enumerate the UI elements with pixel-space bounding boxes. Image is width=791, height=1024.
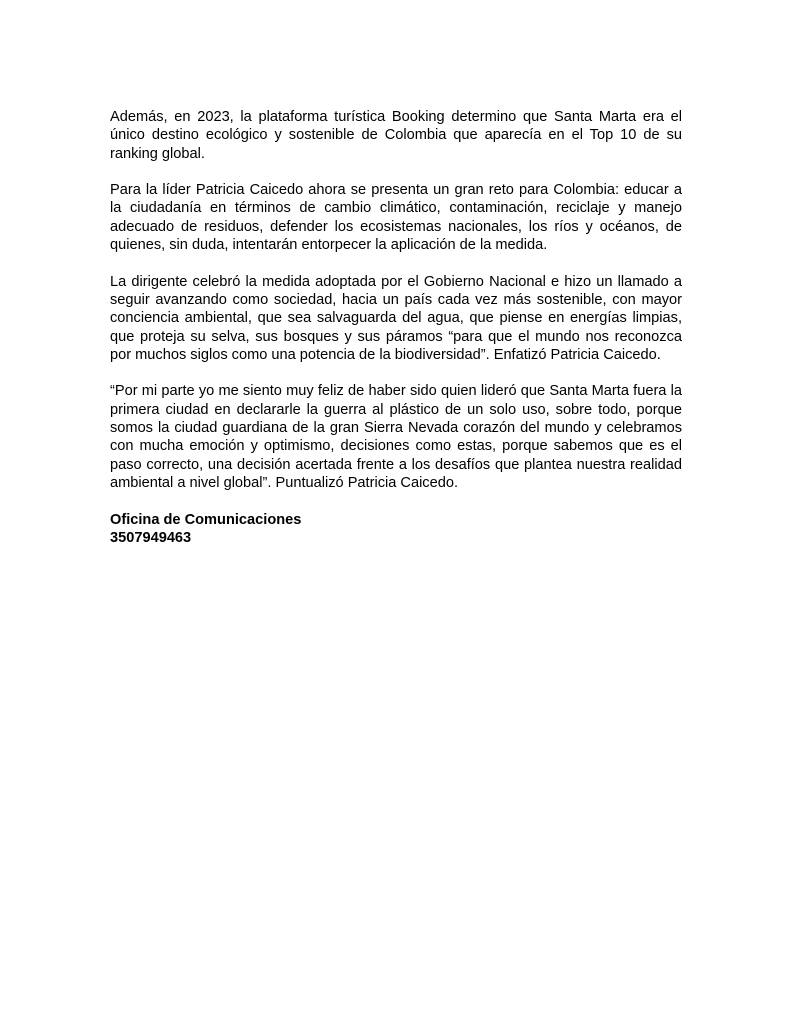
signature-phone: 3507949463 <box>110 529 192 546</box>
document-body <box>110 108 682 547</box>
signature-office: Oficina de Comunicaciones <box>110 511 302 528</box>
paragraph-celebration: La dirigente celebró la medida adoptada por el Gobierno Nacional e hizo un llamado a seguir avanzando como sociedad, hacia un país cada vez más sostenible, con mayor conciencia ambiental, que sea salvaguarda del agua, que piense en energías limpias, que proteja su selva, sus bosques y sus páramos “para que el mundo nos reconozca por muchos siglos como una potencia de la biodiversidad”. Enfatizó Patricia Caicedo. <box>110 273 682 363</box>
signature-block <box>110 511 682 548</box>
paragraph-challenge: Para la líder Patricia Caicedo ahora se presenta un gran reto para Colombia: educar a la ciudadanía en términos de cambio climático, contaminación, reciclaje y manejo adecuado de residuos, defender los ecosistemas nacionales, los ríos y océanos, de quienes, sin duda, intentarán entorpecer la aplicación de la medida. <box>110 182 682 254</box>
paragraph-quote: “Por mi parte yo me siento muy feliz de haber sido quien lideró que Santa Marta fuera la primera ciudad en declararle la guerra al plástico de un solo uso, sobre todo, porque somos la ciudad guardiana de la gran Sierra Nevada corazón del mundo y celebramos con mucha emoción y optimismo, decisiones como estas, porque sabemos que es el paso correcto, una decisión acertada frente a los desafíos que plantea nuestra realidad ambiental a nivel global”. Puntualizó Patricia Caicedo. <box>110 383 682 491</box>
paragraph-booking-ranking: Además, en 2023, la plataforma turística Booking determino que Santa Marta era el único destino ecológico y sostenible de Colombia que aparecía en el Top 10 de su ranking global. <box>110 109 682 162</box>
